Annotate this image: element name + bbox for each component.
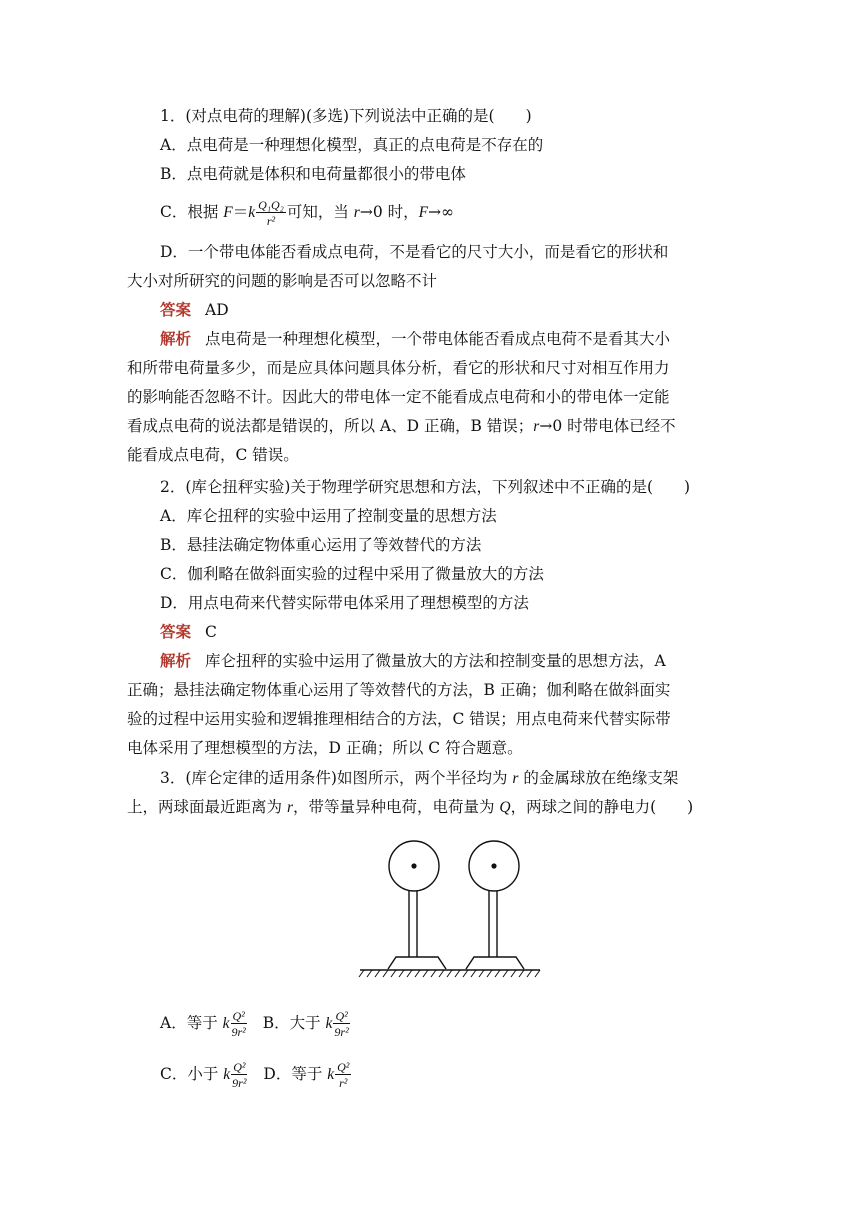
q1-option-c — [160, 199, 734, 227]
q3-stem-r2: r — [286, 799, 293, 816]
q3-d-denominator: r² — [339, 1076, 348, 1090]
q1-c-arrow: →0 时， — [359, 203, 419, 221]
q3-c-k: k — [223, 1066, 231, 1083]
q1-analysis-line2: 和所带电荷量多少，而是应具体问题具体分析，看它的形状和尺寸对相互作用力 — [127, 359, 670, 377]
q3-a-k: k — [222, 1015, 230, 1032]
q3-stem-r: r — [512, 770, 519, 787]
q3-c-denominator: 9r² — [232, 1076, 247, 1090]
q1-stem: 1．(对点电荷的理解)(多选)下列说法中正确的是( ) — [160, 107, 532, 125]
q1-analysis-text4b: →0 时带电体已经不 — [539, 417, 676, 435]
q3-a-denominator: 9r² — [231, 1025, 246, 1039]
q1-option-b: B．点电荷就是体积和电荷量都很小的带电体 — [160, 165, 466, 183]
q1-answer — [160, 300, 734, 320]
q1-analysis-r: r — [533, 418, 540, 435]
q3-option-b-label: B．大于 — [262, 1014, 326, 1032]
q3-stem-q: Q — [499, 799, 511, 816]
left-base — [388, 957, 446, 969]
q1-analysis-line1 — [160, 329, 734, 349]
q1-option-d-line1: D．一个带电体能否看成点电荷，不是看它的尺寸大小，而是看它的形状和 — [160, 243, 669, 261]
q2-stem: 2．(库仑扭秤实验)关于物理学研究思想和方法，下列叙述中不正确的是( ) — [160, 478, 691, 496]
q3-d-numerator: Q² — [337, 1060, 350, 1074]
q2-analysis-text1: 库仑扭秤的实验中运用了微量放大的方法和控制变量的思想方法，A — [205, 652, 666, 670]
q2-option-c: C．伽利略在做斜面实验的过程中采用了微量放大的方法 — [160, 565, 544, 583]
q3-b-fraction — [333, 1010, 349, 1038]
q3-a-numerator: Q² — [232, 1009, 245, 1023]
q1-analysis-line4 — [127, 416, 734, 437]
q2-answer-value: C — [205, 623, 217, 641]
q3-stem-text1b: 的金属球放在绝缘支架 — [518, 769, 679, 787]
q1-c-force-symbol: F — [223, 204, 233, 221]
q3-stem-text2a: 上，两球面最近距离为 — [127, 798, 287, 816]
q3-stem-line2 — [127, 797, 734, 818]
q1-c-fraction — [256, 199, 286, 227]
q3-stem-text1a: 3．(库仑定律的适用条件)如图所示，两个半径均为 — [160, 769, 513, 787]
right-base — [466, 957, 524, 969]
q1-c-equals: ＝ — [232, 203, 249, 221]
q3-d-k: k — [327, 1066, 335, 1083]
q1-option-d-line2: 大小对所研究的问题的影响是否可以忽略不计 — [127, 272, 438, 290]
q3-c-numerator: Q² — [233, 1060, 246, 1074]
q3-stem-text2b: ，带等量异种电荷，电荷量为 — [292, 798, 500, 816]
analysis-label: 解析 — [160, 652, 192, 670]
q2-analysis-line1 — [160, 651, 734, 671]
q3-b-k: k — [325, 1015, 333, 1032]
q2-analysis-line2: 正确；悬挂法确定物体重心运用了等效替代的方法，B 正确；伽利略在做斜面实 — [127, 681, 671, 699]
q1-c-denominator: r² — [266, 214, 276, 228]
q1-c-numerator: Q₁Q₂ — [258, 198, 284, 212]
q1-analysis-text4a: 看成点电荷的说法都是错误的，所以 A、D 正确，B 错误； — [127, 417, 534, 435]
ground-hatch — [359, 970, 540, 977]
q3-options-cd — [160, 1061, 460, 1089]
answer-label: 答案 — [160, 623, 192, 641]
q3-stem-line1 — [160, 768, 734, 789]
q1-c-prefix: C．根据 — [160, 203, 224, 221]
q3-option-c-label: C．小于 — [160, 1065, 224, 1083]
q1-c-F: F — [418, 204, 429, 221]
answer-label: 答案 — [160, 301, 192, 319]
q1-c-r: r — [353, 204, 360, 221]
q3-a-fraction — [231, 1010, 247, 1038]
q2-option-a: A．库仑扭秤的实验中运用了控制变量的思想方法 — [160, 507, 497, 525]
q3-b-numerator: Q² — [335, 1009, 348, 1023]
q3-stem-text2c: ，两球之间的静电力( ) — [510, 798, 694, 816]
q2-answer — [160, 622, 734, 642]
q3-d-fraction — [335, 1061, 351, 1089]
q3-options-ab — [160, 1010, 460, 1038]
left-sphere-center — [411, 863, 416, 868]
q1-analysis-line3: 的影响能否忽略不计。因此大的带电体一定不能看成点电荷和小的带电体一定能 — [127, 388, 670, 406]
q1-option-a: A．点电荷是一种理想化模型，真正的点电荷是不存在的 — [160, 136, 544, 154]
q3-option-a-label: A．等于 — [160, 1014, 223, 1032]
q2-analysis-line4: 电体采用了理想模型的方法，D 正确；所以 C 符合题意。 — [127, 739, 523, 757]
q3-c-fraction — [231, 1061, 247, 1089]
q3-b-denominator: 9r² — [334, 1025, 349, 1039]
q1-c-end: →∞ — [428, 203, 454, 221]
analysis-label: 解析 — [160, 330, 192, 348]
q1-c-mid: 可知，当 — [286, 203, 354, 221]
two-spheres-figure — [358, 838, 542, 980]
q1-c-k: k — [248, 204, 256, 221]
right-sphere-center — [491, 863, 496, 868]
q1-answer-value: AD — [205, 301, 229, 319]
q1-analysis-line5: 能看成点电荷，C 错误。 — [127, 446, 299, 464]
q3-option-d-label: D．等于 — [263, 1065, 328, 1083]
q1-analysis-text1: 点电荷是一种理想化模型，一个带电体能否看成点电荷不是看其大小 — [205, 330, 671, 348]
q2-option-d: D．用点电荷来代替实际带电体采用了理想模型的方法 — [160, 594, 529, 612]
q2-analysis-line3: 验的过程中运用实验和逻辑推理相结合的方法，C 错误；用点电荷来代替实际带 — [127, 710, 671, 728]
q2-option-b: B．悬挂法确定物体重心运用了等效替代的方法 — [160, 536, 482, 554]
